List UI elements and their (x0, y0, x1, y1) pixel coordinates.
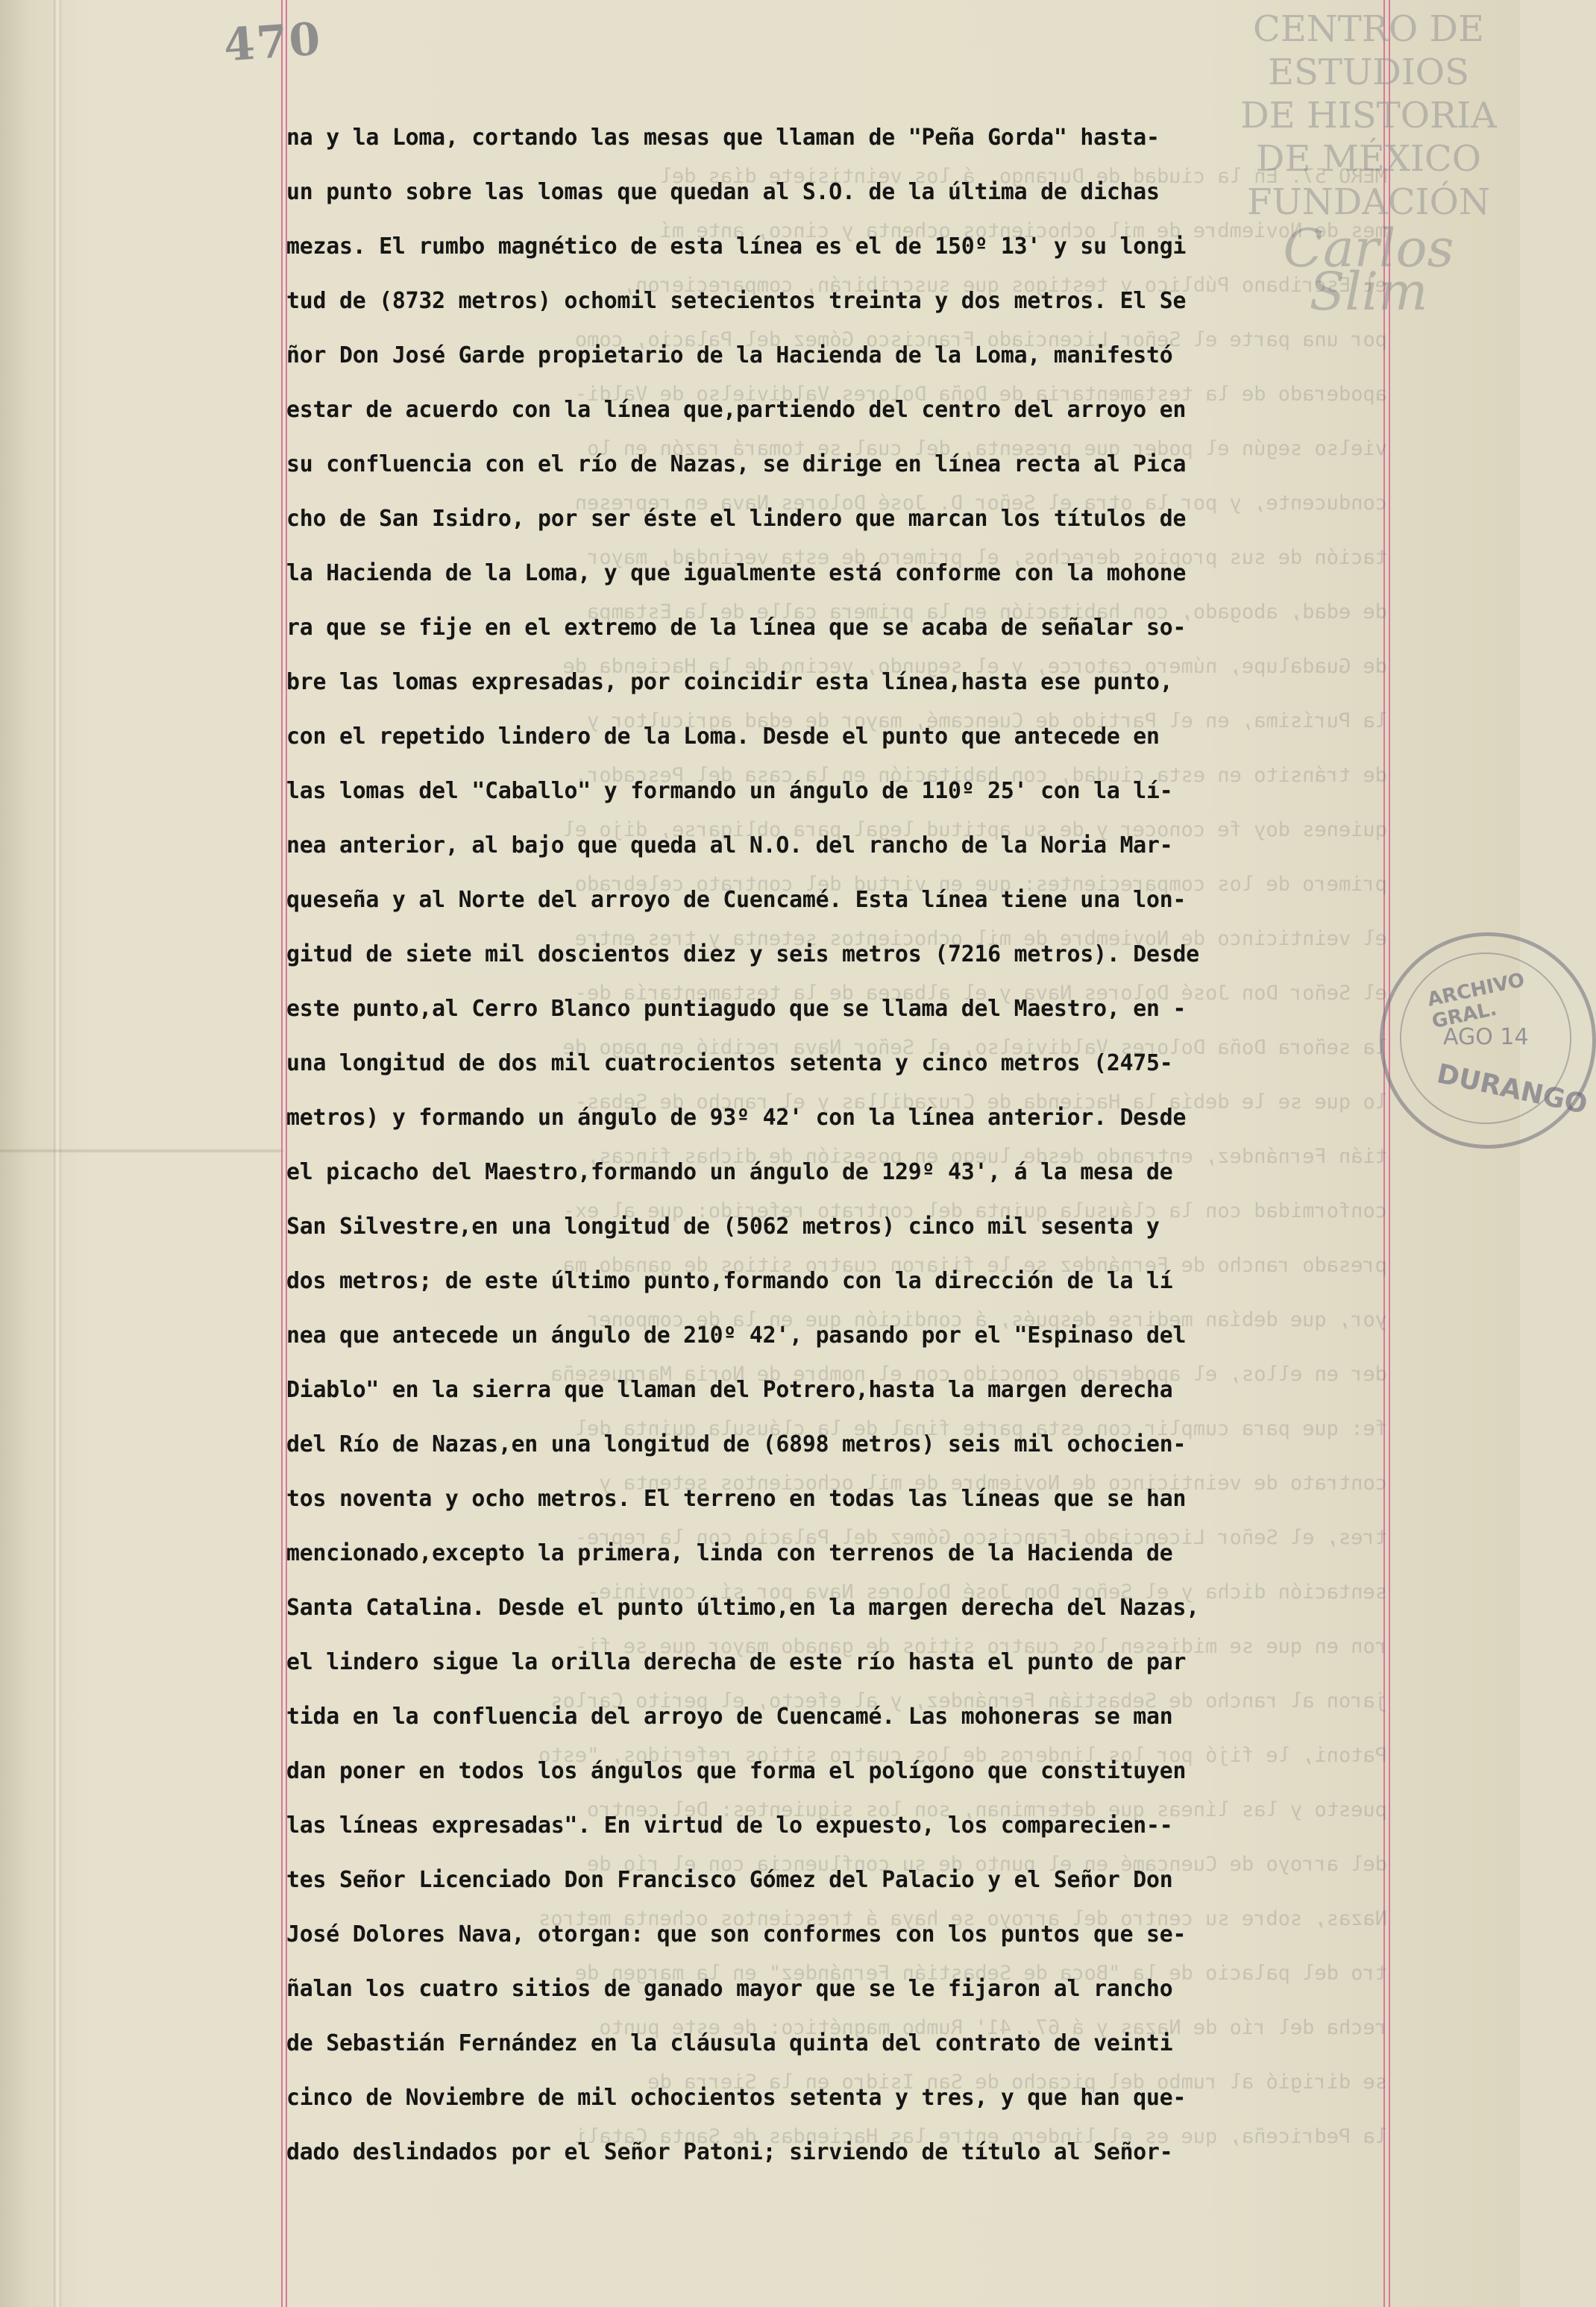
bleed-line: el Señor Don José Dolores Nava y el albacea de la testamentaría de- (574, 982, 1387, 1005)
archive-stamp (1380, 932, 1596, 1149)
bleed-line: la señora Doña Dolores Valdivielso, el Señor Nava recibió en pago de (562, 1036, 1387, 1059)
text-line: San Silvestre,en una longitud de (5062 metros) cinco mil sesenta y (286, 1214, 1160, 1240)
bleed-line: conformidad con la cláusula quinta del contrato referido: que al ex- (562, 1199, 1387, 1222)
bleed-line: sentación dicha y el Señor Don José Dolores Nava por sí, convinie- (587, 1581, 1387, 1604)
text-line: tud de (8732 metros) ochomil setecientos treinta y dos metros. El Se (286, 288, 1187, 314)
text-line: queseña y al Norte del arroyo de Cuencamé. Esta línea tiene una lon- (286, 887, 1187, 913)
watermark-line: ESTUDIOS (1267, 51, 1470, 93)
text-line: Santa Catalina. Desde el punto último,en la margen derecha del Nazas, (286, 1595, 1200, 1621)
text-line: de Sebastián Fernández en la cláusula quinta del contrato de veinti (286, 2030, 1173, 2056)
bleed-line: presado rancho de Fernández se le fijaron cuatro sitios de ganado ma (562, 1254, 1387, 1277)
bleed-line: apoderado de la testamentaria de Doña Dolores Valdivielso de Valdi- (574, 383, 1387, 406)
text-line: con el repetido lindero de la Loma. Desde el punto que antecede en (286, 724, 1160, 750)
text-line: Diablo" en la sierra que llaman del Potrero,hasta la margen derecha (286, 1377, 1173, 1403)
bleed-line: puesto y las líneas que determinan, son los siguientes: Del centro (587, 1798, 1387, 1821)
bleed-line: conducente, y por la otra el Señor D. José Dolores Nava en represen (574, 492, 1387, 515)
document-text-body (283, 110, 1387, 2179)
watermark-signature: Carlos Slim (1283, 218, 1454, 322)
bleed-line: fe: que para cumplir con esta parte final de la cláusula quinta del (574, 1417, 1387, 1440)
text-line: su confluencia con el río de Nazas, se dirige en línea recta al Pica (286, 451, 1187, 477)
text-line: dos metros; de este último punto,formando con la dirección de la lí (286, 1268, 1173, 1294)
watermark-line: DE MÉXICO (1255, 138, 1482, 180)
bleed-line: por una parte el Señor Licenciado Francisco Gómez del Palacio, como (574, 328, 1387, 351)
page-fold (54, 0, 61, 2307)
bleed-line: quienes doy fe conocer y de su aptitud legal para obligarse, dijo el (562, 818, 1387, 841)
bleed-line: de Guadalupe, número catorce, y el segundo, vecino de la Hacienda de (562, 655, 1387, 678)
page-number: 470 (222, 13, 324, 72)
bleed-line: se dirigió al rumbo del picacho de San Isidro en la Sierra de (647, 2071, 1387, 2094)
bleed-line: contrato de veinticinco de Noviembre de mil ochocientos setenta y (599, 1472, 1387, 1495)
text-line: este punto,al Cerro Blanco puntiagudo que se llama del Maestro, en - (286, 996, 1187, 1022)
text-line: na y la Loma, cortando las mesas que llaman de "Peña Gorda" hasta- (286, 125, 1160, 151)
text-line: José Dolores Nava, otorgan: que son conformes con los puntos que se- (286, 1921, 1187, 1947)
stamp-date: AGO 14 (1443, 1024, 1529, 1050)
text-line: el lindero sigue la orilla derecha de este río hasta el punto de par (286, 1649, 1187, 1675)
bleed-line: mes de Noviembre de mil ochocientos ochenta y cinco, ante mí (659, 219, 1387, 242)
text-line: ra que se fije en el extremo de la línea que se acaba de señalar so- (286, 615, 1187, 641)
watermark-line: CENTRO DE (1252, 8, 1485, 50)
bleed-line: Nazas, sobre su centro del arroyo se haya á trescientos ochenta metros (538, 1907, 1387, 1930)
bleed-line: ron en que se midiesen los cuatro sitios de ganado mayor que se fi- (574, 1635, 1387, 1658)
text-line: la Hacienda de la Loma, y que igualmente está conforme con la mohone (286, 560, 1187, 586)
text-line: cinco de Noviembre de mil ochocientos setenta y tres, y que han que- (286, 2085, 1187, 2111)
bleed-line: tro del palacio de la "Boca de Sebastián Fernández" en la margen de (574, 1962, 1387, 1985)
bleed-line: MERO 57. En la ciudad de Durango, á los veintisiete días del (659, 165, 1387, 188)
page-crease (0, 1149, 283, 1153)
bleed-line: la Purísima, en el Partido de Cuencamé, mayor de edad agricultor y (587, 709, 1387, 732)
text-line: estar de acuerdo con la línea que,partiendo del centro del arroyo en (286, 397, 1187, 423)
bleed-line: Patoni, le fijó por los linderos de los cuatro sitios referidos, "esto (538, 1744, 1387, 1767)
text-line: metros) y formando un ángulo de 93º 42' con la línea anterior. Desde (286, 1105, 1187, 1131)
text-line: mencionado,excepto la primera, linda con terrenos de la Hacienda de (286, 1540, 1173, 1566)
bleed-line: der en ellos, el apoderado conocido con el nombre de Noria Marqueseña (550, 1363, 1387, 1386)
text-line: el picacho del Maestro,formando un ángulo de 129º 43', á la mesa de (286, 1159, 1173, 1185)
bleed-line: vielso según el poder que presenta, del cual se tomará razón en lo (587, 437, 1387, 460)
text-line: un punto sobre las lomas que quedan al S.O. de la última de dichas (286, 179, 1160, 205)
text-line: tos noventa y ocho metros. El terreno en todas las líneas que se han (286, 1486, 1187, 1512)
text-line: tida en la confluencia del arroyo de Cuencamé. Las mohoneras se man (286, 1704, 1173, 1730)
text-line: ñor Don José Garde propietario de la Hacienda de la Loma, manifestó (286, 342, 1173, 368)
right-margin-line (1389, 0, 1390, 2307)
bleed-line: tres, el Señor Licenciado Francisco Gómez del Palacio con la repre- (574, 1526, 1387, 1549)
bleed-line: jaron al rancho de Sebastián Fernández, y al efecto, el perito Carlos (550, 1689, 1387, 1713)
text-line: del Río de Nazas,en una longitud de (6898 metros) seis mil ochocien- (286, 1431, 1187, 1457)
text-line: cho de San Isidro, por ser éste el lindero que marcan los títulos de (286, 506, 1187, 532)
stamp-bottom-text: DURANGO (1433, 1058, 1591, 1120)
bleed-line: la Pedriceña, que es el lindero entre las Haciendas de Santa Catali (574, 2125, 1387, 2148)
text-line: dan poner en todos los ángulos que forma el polígono que constituyen (286, 1758, 1187, 1784)
bleed-line: el Escribano Público y testigos que suscribirán, comparecieron, (623, 274, 1387, 297)
bleed-line: recha del río de Nazas y á 67. 41' Rumbo magnético: de este punto (599, 2016, 1387, 2039)
watermark-line: DE HISTORIA (1240, 95, 1497, 136)
watermark-line: FUNDACIÓN (1247, 181, 1490, 223)
bleed-line: primero de los comparecientes: que en virtud del contrato celebrado (574, 873, 1387, 896)
bleed-line: tación de sus propios derechos, el primero de esta vecindad, mayor (587, 546, 1387, 569)
left-margin-line (281, 0, 283, 2307)
text-line: nea que antecede un ángulo de 210º 42', pasando por el "Espinaso del (286, 1322, 1187, 1349)
bleed-line: yor, que debían medirse después, á condición que en la de componer (587, 1308, 1387, 1331)
stamp-top-text: ARCHIVO GRAL. (1425, 968, 1527, 1034)
text-line: las lomas del "Caballo" y formando un ángulo de 110º 25' con la lí- (286, 778, 1173, 804)
bleed-line: tián Fernández, entrando desde luego en posesión de dichas fincas, (587, 1145, 1387, 1168)
text-line: las líneas expresadas". En virtud de lo expuesto, los comparecien-- (286, 1812, 1173, 1839)
text-line: tes Señor Licenciado Don Francisco Gómez del Palacio y el Señor Don (286, 1867, 1173, 1893)
bleed-line: de tránsito en esta ciudad, con habitación en la casa del Pescador, (574, 764, 1387, 787)
bleed-line: el veinticinco de Noviembre de mil ochocientos setenta y tres entre (574, 927, 1387, 950)
text-line: ñalan los cuatro sitios de ganado mayor que se le fijaron al rancho (286, 1976, 1173, 2002)
text-line: mezas. El rumbo magnético de esta línea es el de 150º 13' y su longi (286, 233, 1187, 260)
text-line: gitud de siete mil doscientos diez y seis metros (7216 metros). Desde (286, 941, 1200, 967)
text-line: nea anterior, al bajo que queda al N.O. del rancho de la Noria Mar- (286, 832, 1173, 859)
bleed-line: lo que se le debía la Hacienda de Cruzadillas y el rancho de Sebas- (574, 1090, 1387, 1114)
text-line: bre las lomas expresadas, por coincidir esta línea,hasta ese punto, (286, 669, 1173, 695)
bleed-line: de edad, abogado, con habitación en la primera calle de la Estampa (587, 600, 1387, 624)
text-line: dado deslindados por el Señor Patoni; sirviendo de título al Señor- (286, 2139, 1173, 2165)
bleed-line: del arroyo de Cuencamé en el punto de su confluencia con el río de (587, 1853, 1387, 1876)
text-line: una longitud de dos mil cuatrocientos setenta y cinco metros (2475- (286, 1050, 1173, 1076)
